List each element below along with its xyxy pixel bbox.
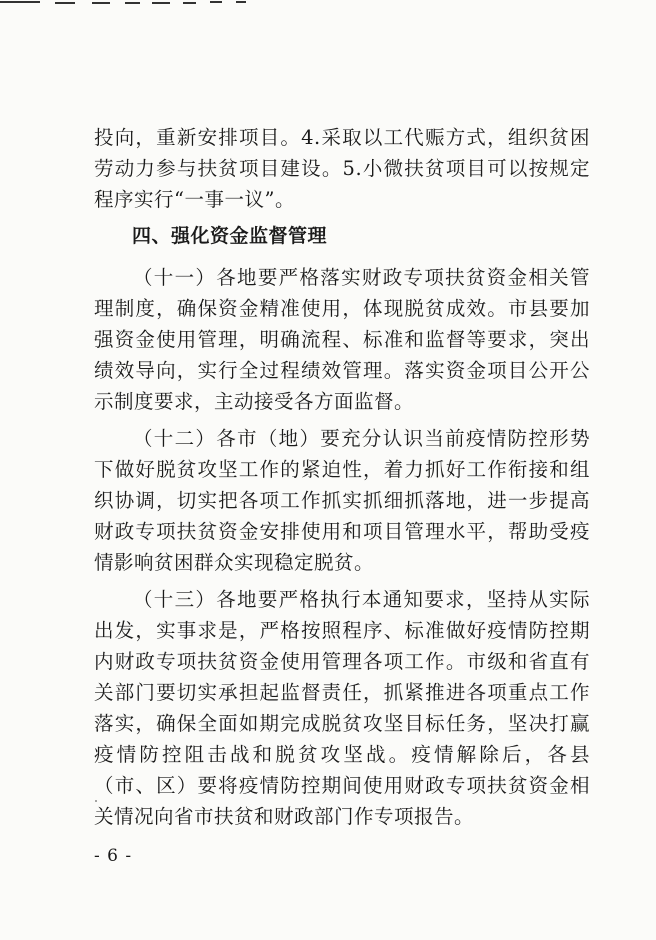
paragraph-12: （十二）各市（地）要充分认识当前疫情防控形势下做好脱贫攻坚工作的紧迫性，着力抓好工作衔接和组织协调，切实把各项工作抓实抓细抓落地，进一步提高财政专项扶贫资金安排使用和项目管理水平，帮助受疫情影响贫困群众实现稳定脱贫。: [94, 427, 590, 574]
page-number: - 6 -: [94, 846, 133, 866]
scan-speck: [95, 800, 97, 802]
document-body: [94, 122, 590, 838]
paragraph-13: （十三）各地要严格执行本通知要求，坚持从实际出发，实事求是，严格按照程序、标准做好疫情防控期内财政专项扶贫资金使用管理各项工作。市级和省直有关部门要切实承担起监督责任，抓紧推进各项重点工作落实，确保全面如期完成脱贫攻坚目标任务，坚决打赢疫情防控阻击战和脱贫攻坚战。疫情解除后，各县（市、区）要将疫情防控期间使用财政专项扶贫资金相关情况向省市扶贫和财政部门作专项报告。: [94, 588, 590, 828]
scan-edge-marks: [0, 0, 656, 10]
section-heading: 四、强化资金监督管理: [132, 225, 328, 247]
continuation-paragraph: 投向，重新安排项目。4.采取以工代赈方式，组织贫困劳动力参与扶贫项目建设。5.小微扶贫项目可以按规定程序实行“一事一议”。: [94, 126, 590, 211]
paragraph-11: （十一）各地要严格落实财政专项扶贫资金相关管理制度，确保资金精准使用，体现脱贫成效。市县要加强资金使用管理，明确流程、标准和监督等要求，突出绩效导向，实行全过程绩效管理。落实资金项目公开公示制度要求，主动接受各方面监督。: [94, 266, 590, 413]
